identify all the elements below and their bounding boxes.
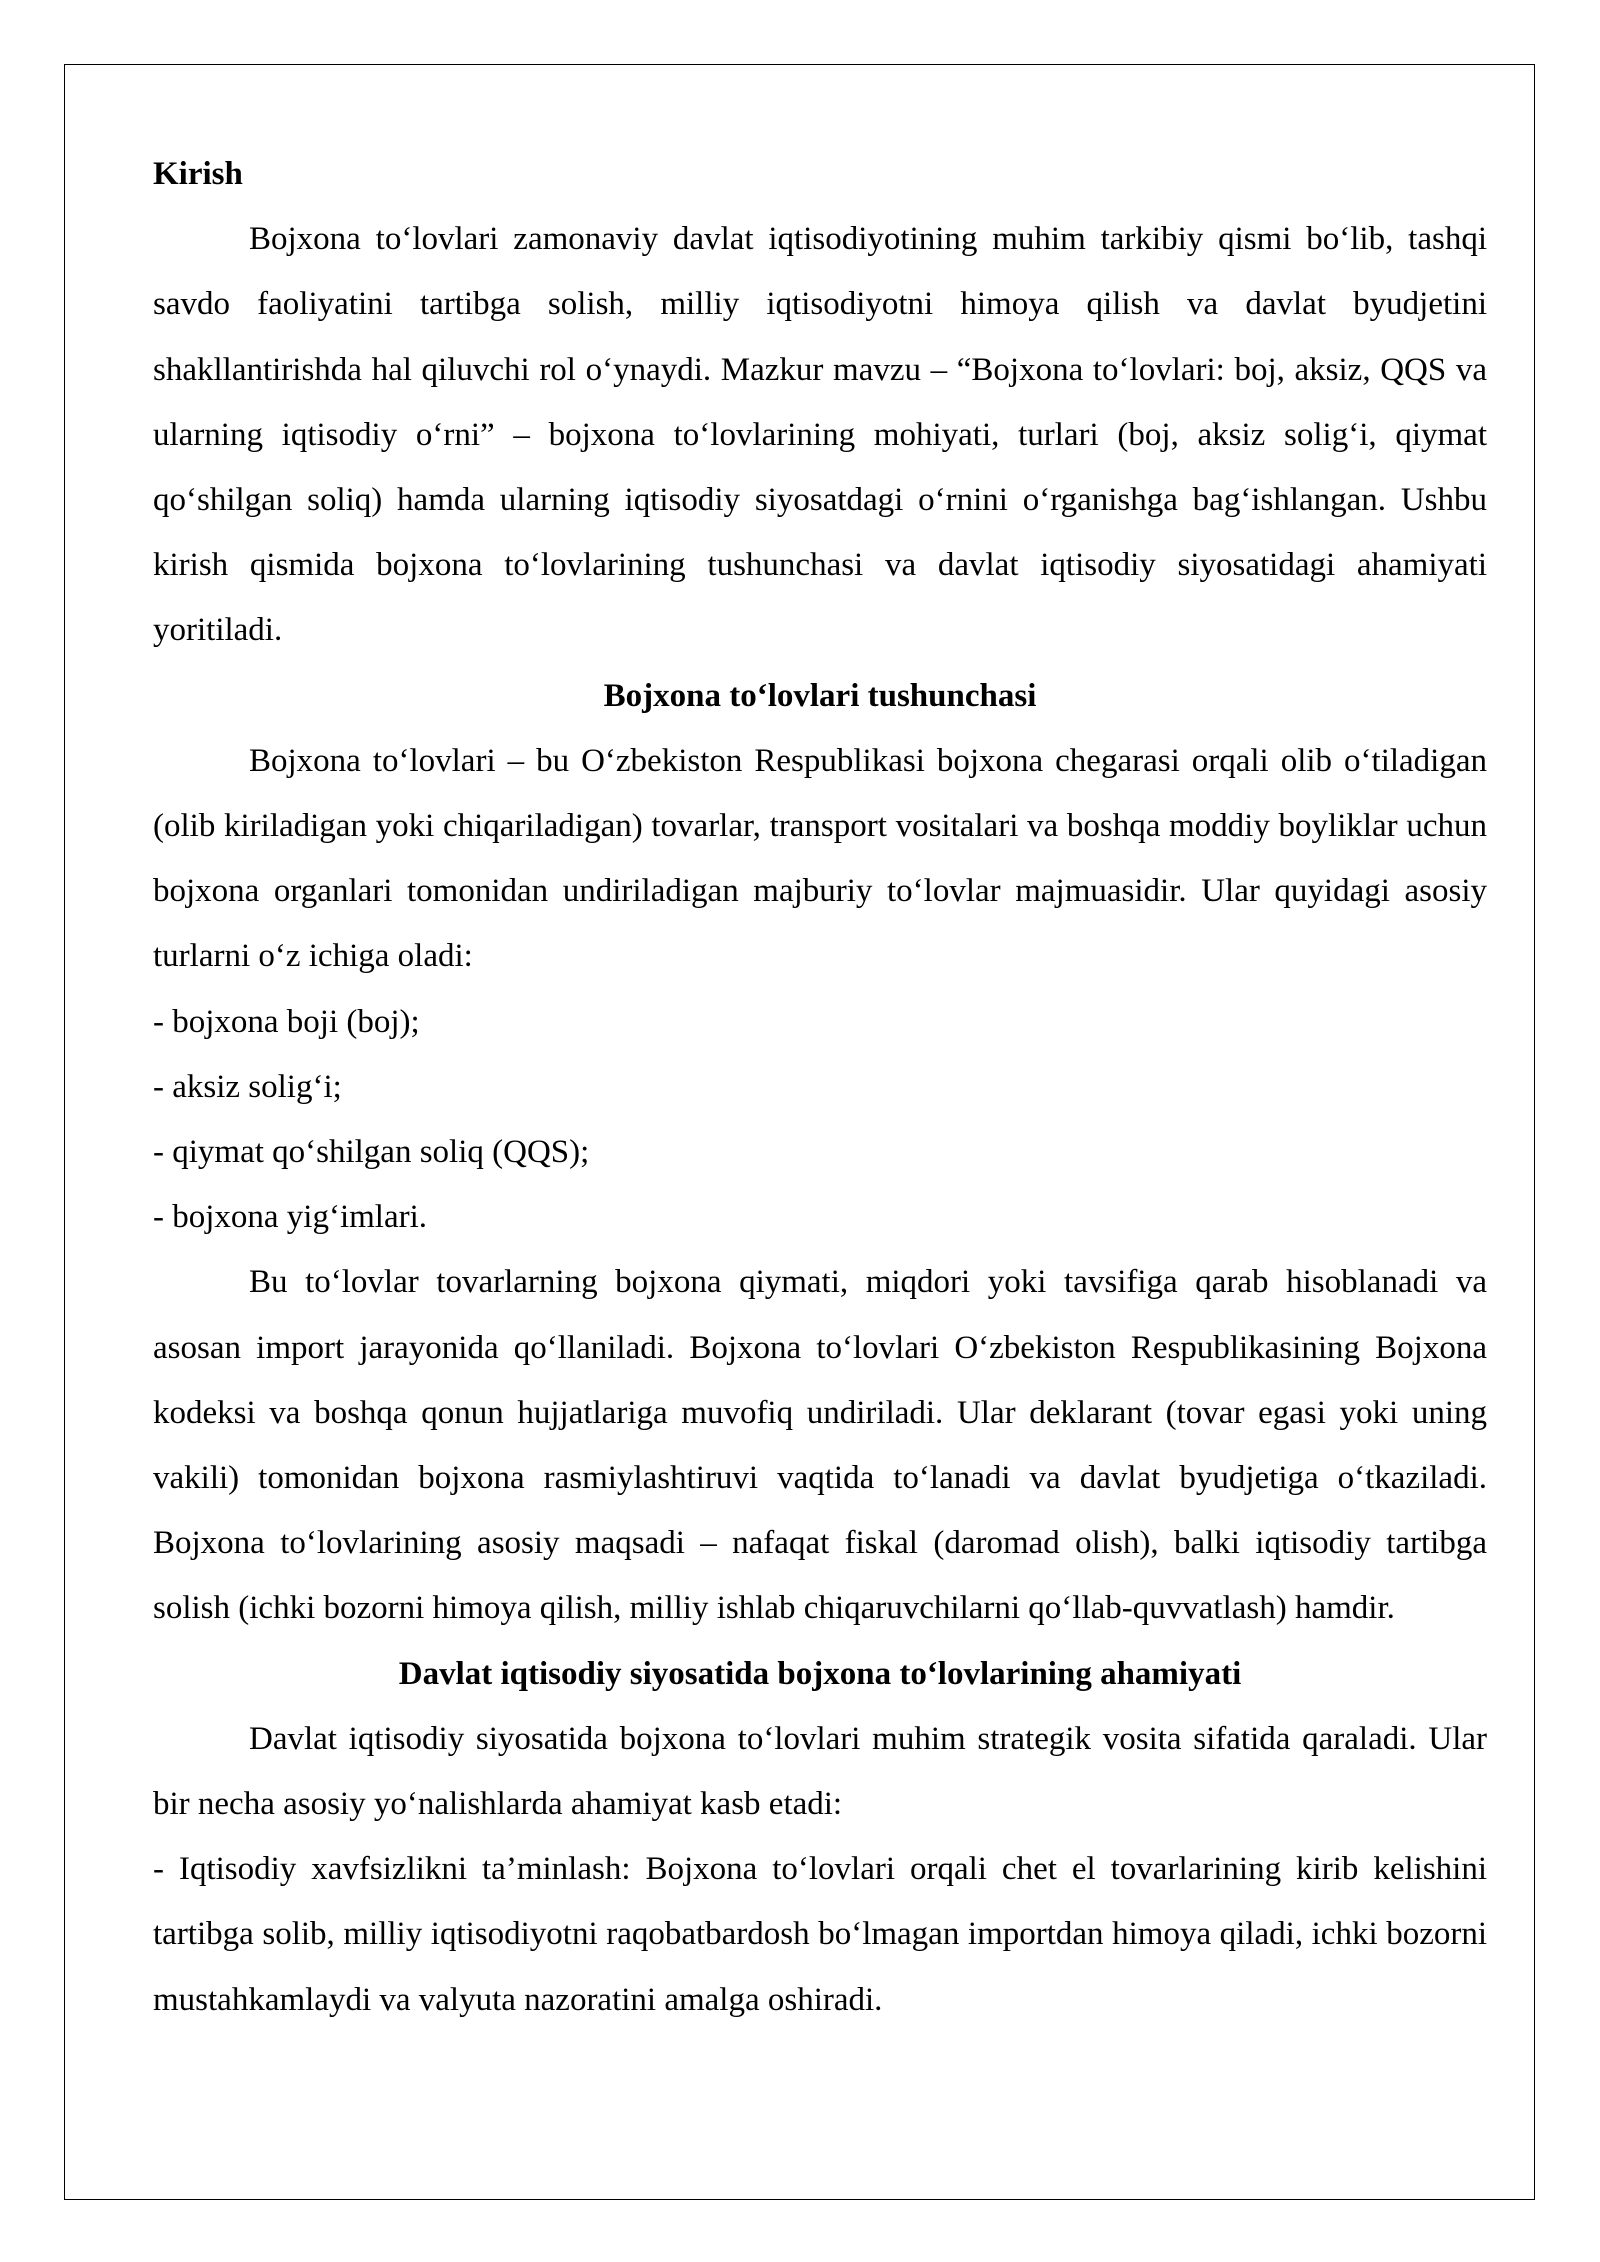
section-heading-importance: Davlat iqtisodiy siyosatida bojxona to‘lovlarining ahamiyati xyxy=(398,1655,1242,1692)
list-item-customs-duty: - bojxona boji (boj); xyxy=(153,1003,420,1040)
concept-paragraph-2: Bu to‘lovlar tovarlarning bojxona qiymati, miqdori yoki tavsifiga qarab hisoblanadi va asosan import jarayonida qo‘llaniladi. Bojxona to‘lovlari O‘zbekiston Respublikasining Bojxona kodeksi va boshqa qonun hujjatlariga muvofiq undiriladi. Ular deklarant (tovar egasi yoki uning vakili) tomonidan bojxona rasmiylashtiruvi vaqtida to‘lanadi va davlat byudjetiga o‘tkaziladi. Bojxona to‘lovlarining asosiy maqsadi – nafaqat fiskal (daromad olish), balki iqtisodiy tartibga solish (ichki bozorni himoya qilish, milliy ishlab chiqaruvchilarni qo‘llab-quvvatlash) hamdir. xyxy=(153,1264,1487,1627)
list-item-excise-tax: - aksiz solig‘i; xyxy=(153,1068,342,1105)
concept-paragraph-1: Bojxona to‘lovlari – bu O‘zbekiston Respublikasi bojxona chegarasi orqali olib o‘tiladigan (olib kiriladigan yoki chiqariladigan) tovarlar, transport vositalari va boshqa moddiy boyliklar uchun bojxona organlari tomonidan undiriladigan majburiy to‘lovlar majmuasidir. Ular quyidagi asosiy turlarni o‘z ichiga oladi: xyxy=(153,742,1487,975)
importance-paragraph-1: Davlat iqtisodiy siyosatida bojxona to‘lovlari muhim strategik vosita sifatida qaraladi. Ular bir necha asosiy yo‘nalishlarda ahamiyat kasb etadi: xyxy=(153,1720,1487,1823)
list-item-customs-fees: - bojxona yig‘imlari. xyxy=(153,1199,428,1236)
document-body xyxy=(153,142,1487,2033)
importance-item-economic-security: - Iqtisodiy xavfsizlikni ta’minlash: Bojxona to‘lovlari orqali chet el tovarlarining kirib kelishini tartibga solib, milliy iqtisodiyotni raqobatbardosh bo‘lmagan importdan himoya qiladi, ichki bozorni mustahkamlaydi va valyuta nazoratini amalga oshiradi. xyxy=(153,1851,1487,2018)
section-heading-concept: Bojxona to‘lovlari tushunchasi xyxy=(603,677,1037,714)
intro-paragraph: Bojxona to‘lovlari zamonaviy davlat iqtisodiyotining muhim tarkibiy qismi bo‘lib, tashqi savdo faoliyatini tartibga solish, milliy iqtisodiyotni himoya qilish va davlat byudjetini shakllantirishda hal qiluvchi rol o‘ynaydi. Mazkur mavzu – “Bojxona to‘lovlari: boj, aksiz, QQS va ularning iqtisodiy o‘rni” – bojxona to‘lovlarining mohiyati, turlari (boj, aksiz solig‘i, qiymat qo‘shilgan soliq) hamda ularning iqtisodiy siyosatdagi o‘rnini o‘rganishga bag‘ishlangan. Ushbu kirish qismida bojxona to‘lovlarining tushunchasi va davlat iqtisodiy siyosatidagi ahamiyati yoritiladi. xyxy=(153,221,1487,649)
list-item-vat: - qiymat qo‘shilgan soliq (QQS); xyxy=(153,1134,590,1171)
intro-heading: Kirish xyxy=(153,156,243,192)
